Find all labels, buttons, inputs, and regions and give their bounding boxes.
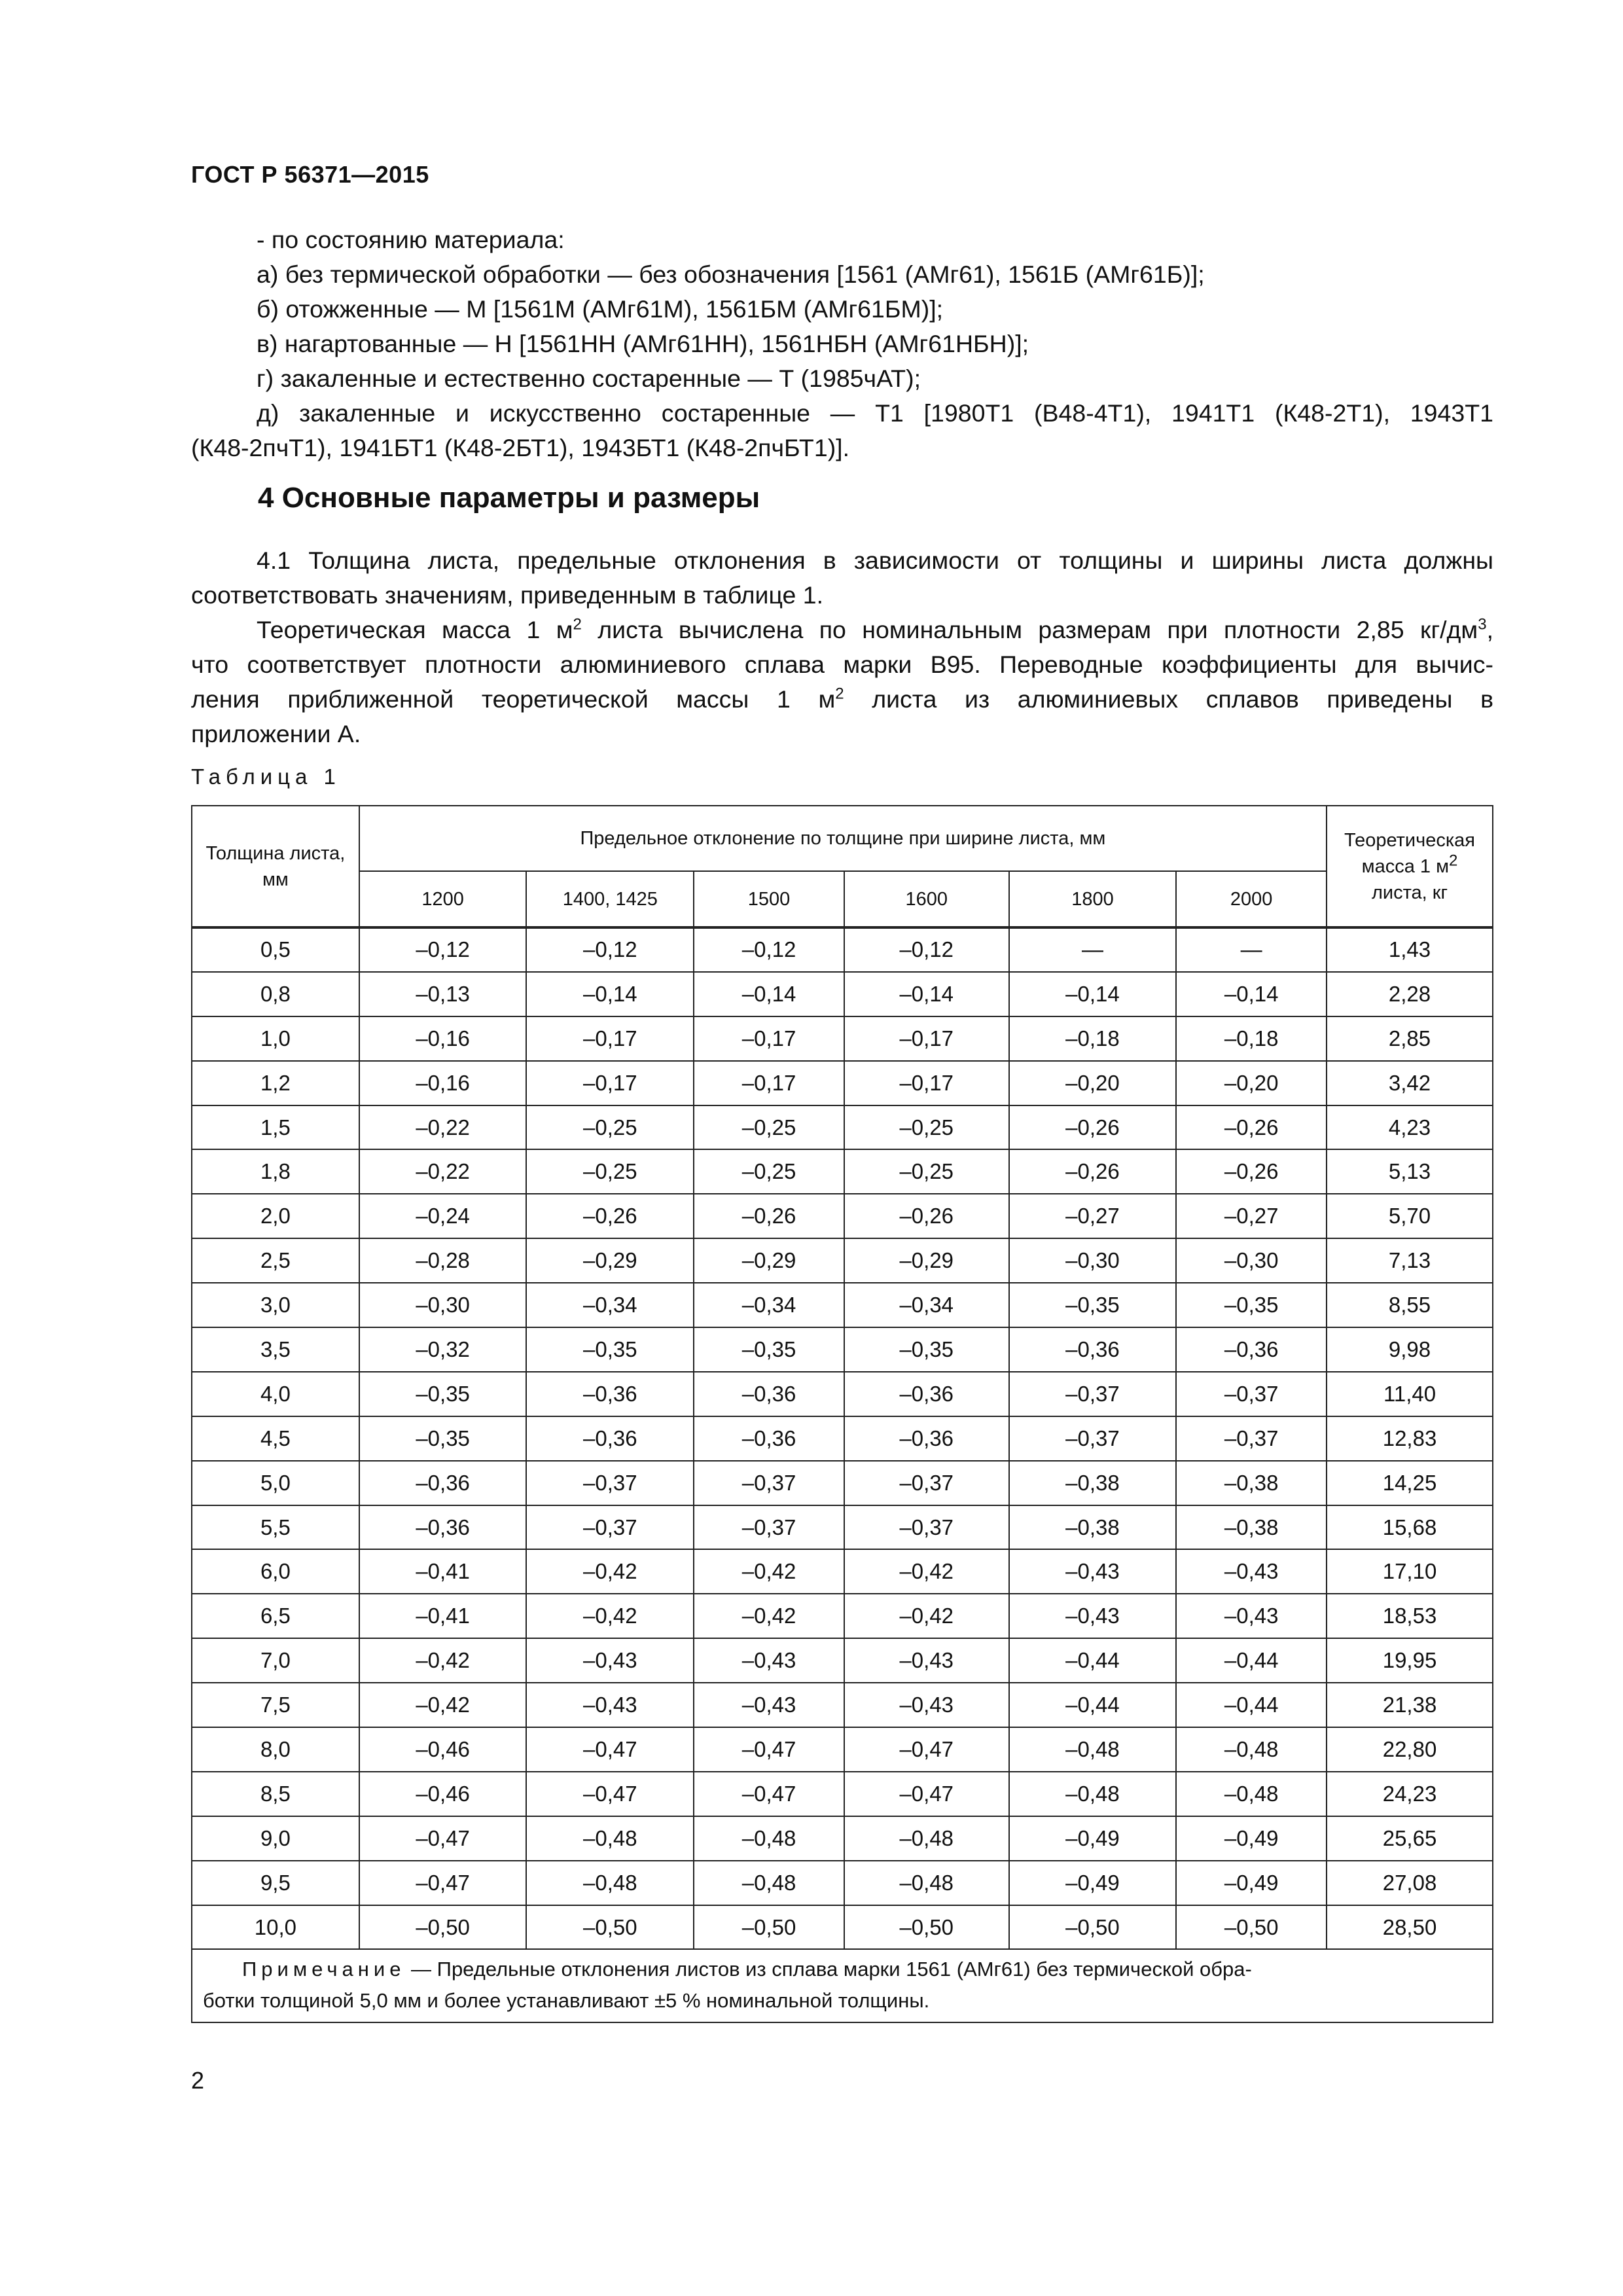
header-mass <box>1327 806 1493 927</box>
cell-deviation: –0,48 <box>1176 1727 1327 1772</box>
cell-deviation: –0,42 <box>359 1638 527 1683</box>
cell-deviation: –0,25 <box>844 1105 1009 1150</box>
cell-deviation: –0,35 <box>359 1372 527 1416</box>
cell-thickness: 1,2 <box>192 1061 359 1105</box>
list-item-e-cont: (К48-2пчТ1), 1941БТ1 (К48-2БТ1), 1943БТ1 (К48-2пчБТ1)]. <box>191 434 850 461</box>
table-row <box>192 1638 1493 1683</box>
cell-deviation: –0,42 <box>359 1683 527 1727</box>
cell-deviation: –0,38 <box>1176 1461 1327 1505</box>
header-width: 1600 <box>844 871 1009 927</box>
cell-deviation: –0,42 <box>694 1594 844 1638</box>
cell-deviation: –0,36 <box>359 1505 527 1550</box>
cell-deviation: –0,47 <box>359 1816 527 1861</box>
cell-deviation: –0,26 <box>1009 1105 1177 1150</box>
cell-mass: 25,65 <box>1327 1816 1493 1861</box>
table-row <box>192 1461 1493 1505</box>
cell-deviation: –0,46 <box>359 1727 527 1772</box>
cell-thickness: 7,0 <box>192 1638 359 1683</box>
table-row <box>192 1772 1493 1816</box>
cell-deviation: –0,37 <box>694 1505 844 1550</box>
list-item-a: а) без термической обработки — без обозначения [1561 (АМг61), 1561Б (АМг61Б)]; <box>257 260 1205 288</box>
table-row <box>192 1327 1493 1372</box>
cell-deviation: –0,44 <box>1176 1638 1327 1683</box>
cell-deviation: –0,48 <box>694 1861 844 1905</box>
cell-deviation: –0,50 <box>1176 1905 1327 1950</box>
cell-deviation: –0,36 <box>1009 1327 1177 1372</box>
table-caption: Таблица 1 <box>191 764 341 789</box>
cell-deviation: –0,24 <box>359 1194 527 1238</box>
cell-deviation: –0,34 <box>526 1283 694 1327</box>
cell-deviation: –0,17 <box>844 1061 1009 1105</box>
cell-deviation: –0,14 <box>1176 972 1327 1016</box>
cell-deviation: –0,48 <box>844 1861 1009 1905</box>
cell-deviation: –0,17 <box>694 1061 844 1105</box>
note-label: Примечание <box>242 1958 406 1981</box>
table-row <box>192 1727 1493 1772</box>
cell-deviation: –0,17 <box>694 1016 844 1061</box>
cell-deviation: –0,26 <box>526 1194 694 1238</box>
cell-deviation: –0,47 <box>526 1772 694 1816</box>
cell-thickness: 8,5 <box>192 1772 359 1816</box>
cell-mass: 28,50 <box>1327 1905 1493 1950</box>
list-item-b: б) отожженные — М [1561М (АМг61М), 1561БМ (АМг61БМ)]; <box>257 295 944 323</box>
table-row <box>192 1683 1493 1727</box>
cell-deviation: –0,38 <box>1009 1461 1177 1505</box>
cell-deviation: –0,36 <box>526 1416 694 1461</box>
cell-deviation: –0,43 <box>694 1683 844 1727</box>
cell-deviation: –0,43 <box>844 1638 1009 1683</box>
header-width: 1200 <box>359 871 527 927</box>
header-width: 2000 <box>1176 871 1327 927</box>
cell-deviation: –0,46 <box>359 1772 527 1816</box>
cell-deviation: –0,43 <box>526 1638 694 1683</box>
cell-deviation: –0,25 <box>694 1149 844 1194</box>
cell-mass: 5,70 <box>1327 1194 1493 1238</box>
paragraph-line <box>191 613 1493 647</box>
cell-deviation: –0,25 <box>526 1149 694 1194</box>
cell-deviation: –0,37 <box>844 1461 1009 1505</box>
cell-deviation: –0,47 <box>844 1772 1009 1816</box>
cell-thickness: 4,5 <box>192 1416 359 1461</box>
cell-deviation: –0,35 <box>694 1327 844 1372</box>
cell-deviation: –0,50 <box>694 1905 844 1950</box>
table-row <box>192 1816 1493 1861</box>
text-run: листа из алюминиевых сплавов приведены в <box>844 685 1493 713</box>
header-mass-unit: листа, кг <box>1371 882 1448 903</box>
cell-deviation: –0,43 <box>1009 1549 1177 1594</box>
cell-deviation: –0,42 <box>526 1549 694 1594</box>
list-item-c: в) нагартованные — Н [1561НН (АМг61НН), 1561НБН (АМг61НБН)]; <box>257 330 1029 357</box>
table-row <box>192 1283 1493 1327</box>
cell-deviation: –0,41 <box>359 1594 527 1638</box>
cell-thickness: 3,0 <box>192 1283 359 1327</box>
table-row <box>192 1061 1493 1105</box>
cell-thickness: 9,0 <box>192 1816 359 1861</box>
cell-deviation: –0,26 <box>1176 1105 1327 1150</box>
cell-deviation: –0,37 <box>526 1505 694 1550</box>
cell-deviation: –0,36 <box>359 1461 527 1505</box>
cell-mass: 2,28 <box>1327 972 1493 1016</box>
cell-deviation: –0,25 <box>526 1105 694 1150</box>
cell-thickness: 7,5 <box>192 1683 359 1727</box>
table-row <box>192 1416 1493 1461</box>
cell-deviation: –0,14 <box>844 972 1009 1016</box>
table-row <box>192 1016 1493 1061</box>
cell-mass: 4,23 <box>1327 1105 1493 1150</box>
cell-deviation: –0,36 <box>844 1416 1009 1461</box>
cell-deviation: –0,43 <box>1009 1594 1177 1638</box>
cell-deviation: –0,20 <box>1009 1061 1177 1105</box>
cell-deviation: –0,47 <box>694 1772 844 1816</box>
cell-deviation: –0,17 <box>526 1061 694 1105</box>
note-text: — Предельные отклонения листов из сплава марки 1561 (АМг61) без термической обра- <box>405 1958 1252 1981</box>
cell-thickness: 8,0 <box>192 1727 359 1772</box>
cell-deviation: –0,25 <box>844 1149 1009 1194</box>
cell-thickness: 9,5 <box>192 1861 359 1905</box>
cell-mass: 8,55 <box>1327 1283 1493 1327</box>
table-note <box>192 1949 1493 2022</box>
cell-deviation: –0,43 <box>1176 1594 1327 1638</box>
header-width: 1500 <box>694 871 844 927</box>
cell-thickness: 1,8 <box>192 1149 359 1194</box>
paragraph-4-1 <box>191 543 1493 613</box>
list-intro: - по состоянию материала: <box>257 226 565 253</box>
cell-deviation: –0,47 <box>694 1727 844 1772</box>
cell-mass: 19,95 <box>1327 1638 1493 1683</box>
cell-deviation: –0,27 <box>1009 1194 1177 1238</box>
cell-deviation: –0,28 <box>359 1238 527 1283</box>
cell-deviation: –0,49 <box>1009 1816 1177 1861</box>
cell-deviation: –0,43 <box>526 1683 694 1727</box>
cell-deviation: –0,17 <box>844 1016 1009 1061</box>
table-row <box>192 1238 1493 1283</box>
cell-deviation: –0,43 <box>844 1683 1009 1727</box>
cell-deviation: –0,37 <box>1176 1372 1327 1416</box>
cell-deviation: –0,35 <box>526 1327 694 1372</box>
section-heading: 4 Основные параметры и размеры <box>258 482 760 514</box>
cell-deviation: –0,26 <box>1176 1149 1327 1194</box>
cell-mass: 9,98 <box>1327 1327 1493 1372</box>
cell-deviation: –0,14 <box>526 972 694 1016</box>
header-width: 1800 <box>1009 871 1177 927</box>
table-row <box>192 1861 1493 1905</box>
cell-mass: 17,10 <box>1327 1549 1493 1594</box>
cell-deviation: –0,48 <box>1009 1727 1177 1772</box>
cell-deviation: –0,35 <box>844 1327 1009 1372</box>
cell-deviation: –0,32 <box>359 1327 527 1372</box>
cell-thickness: 5,0 <box>192 1461 359 1505</box>
table-row <box>192 1194 1493 1238</box>
cell-deviation: –0,35 <box>1176 1283 1327 1327</box>
text-run: ления приближенной теоретической массы 1 м <box>191 685 836 713</box>
cell-deviation: –0,37 <box>844 1505 1009 1550</box>
cell-deviation: –0,48 <box>526 1861 694 1905</box>
paragraph-theoretical-mass <box>191 613 1493 751</box>
text-run: листа вычислена по номинальным размерам при плотности 2,85 кг/дм <box>581 616 1478 643</box>
paragraph-line: соответствовать значениям, приведенным в таблице 1. <box>191 581 824 609</box>
cell-deviation: –0,37 <box>1176 1416 1327 1461</box>
cell-deviation: –0,29 <box>844 1238 1009 1283</box>
cell-thickness: 6,0 <box>192 1549 359 1594</box>
cell-deviation: –0,48 <box>1009 1772 1177 1816</box>
cell-deviation: –0,16 <box>359 1016 527 1061</box>
paragraph-line: 4.1 Толщина листа, предельные отклонения в зависимости от толщины и ширины листа должны <box>257 547 1493 574</box>
cell-deviation: –0,36 <box>694 1372 844 1416</box>
header-thickness: Толщина листа, мм <box>192 806 359 927</box>
material-condition-list <box>191 223 1493 465</box>
cell-deviation: –0,41 <box>359 1549 527 1594</box>
cell-deviation: –0,36 <box>694 1416 844 1461</box>
cell-deviation: –0,42 <box>844 1549 1009 1594</box>
cell-thickness: 2,5 <box>192 1238 359 1283</box>
cell-thickness: 4,0 <box>192 1372 359 1416</box>
cell-deviation: –0,37 <box>526 1461 694 1505</box>
cell-deviation: –0,48 <box>526 1816 694 1861</box>
cell-deviation: –0,20 <box>1176 1061 1327 1105</box>
cell-mass: 3,42 <box>1327 1061 1493 1105</box>
cell-deviation: –0,29 <box>526 1238 694 1283</box>
cell-deviation: –0,44 <box>1009 1638 1177 1683</box>
paragraph-line: что соответствует плотности алюминиевого сплава марки В95. Переводные коэффициенты для вычис- <box>191 651 1493 678</box>
cell-thickness: 2,0 <box>192 1194 359 1238</box>
cell-mass: 18,53 <box>1327 1594 1493 1638</box>
cell-mass: 5,13 <box>1327 1149 1493 1194</box>
cell-deviation: –0,37 <box>1009 1372 1177 1416</box>
cell-deviation: –0,48 <box>694 1816 844 1861</box>
cell-deviation: –0,34 <box>844 1283 1009 1327</box>
superscript: 3 <box>1478 615 1487 634</box>
cell-deviation: –0,12 <box>844 927 1009 972</box>
cell-deviation: –0,37 <box>1009 1416 1177 1461</box>
cell-deviation: –0,49 <box>1176 1861 1327 1905</box>
table-row <box>192 1505 1493 1550</box>
cell-thickness: 6,5 <box>192 1594 359 1638</box>
cell-mass: 21,38 <box>1327 1683 1493 1727</box>
header-width: 1400, 1425 <box>526 871 694 927</box>
cell-deviation: –0,49 <box>1009 1861 1177 1905</box>
document-code-header: ГОСТ Р 56371—2015 <box>191 161 429 188</box>
superscript: 2 <box>835 685 844 703</box>
cell-thickness: 0,8 <box>192 972 359 1016</box>
cell-deviation: –0,48 <box>1176 1772 1327 1816</box>
cell-deviation: –0,35 <box>1009 1283 1177 1327</box>
cell-deviation: –0,25 <box>694 1105 844 1150</box>
cell-deviation: –0,26 <box>844 1194 1009 1238</box>
paragraph-line <box>191 682 1493 717</box>
text-run: Теоретическая масса 1 м <box>257 616 573 643</box>
cell-deviation: –0,38 <box>1009 1505 1177 1550</box>
cell-mass: 24,23 <box>1327 1772 1493 1816</box>
cell-deviation: –0,47 <box>526 1727 694 1772</box>
list-item-e: д) закаленные и искусственно состаренные — Т1 [1980Т1 (В48-4Т1), 1941Т1 (К48-2Т1), 1943Т1 <box>257 399 1493 427</box>
cell-deviation: –0,44 <box>1176 1683 1327 1727</box>
cell-mass: 22,80 <box>1327 1727 1493 1772</box>
cell-deviation: –0,42 <box>694 1549 844 1594</box>
cell-thickness: 10,0 <box>192 1905 359 1950</box>
cell-deviation: –0,22 <box>359 1149 527 1194</box>
cell-deviation: –0,43 <box>1176 1549 1327 1594</box>
cell-deviation: –0,18 <box>1176 1016 1327 1061</box>
deviation-table <box>191 805 1493 2023</box>
cell-thickness: 5,5 <box>192 1505 359 1550</box>
header-deviation-group: Предельное отклонение по толщине при ширине листа, мм <box>359 806 1327 871</box>
list-item-d: г) закаленные и естественно состаренные — Т (1985чАТ); <box>257 365 921 392</box>
text-run: , <box>1486 616 1493 643</box>
cell-deviation: –0,42 <box>526 1594 694 1638</box>
cell-deviation: –0,50 <box>844 1905 1009 1950</box>
cell-deviation: –0,12 <box>526 927 694 972</box>
cell-mass: 27,08 <box>1327 1861 1493 1905</box>
cell-deviation: — <box>1176 927 1327 972</box>
cell-deviation: –0,30 <box>1176 1238 1327 1283</box>
cell-deviation: –0,12 <box>359 927 527 972</box>
cell-deviation: –0,22 <box>359 1105 527 1150</box>
cell-deviation: –0,36 <box>1176 1327 1327 1372</box>
cell-mass: 15,68 <box>1327 1505 1493 1550</box>
table-row <box>192 1105 1493 1150</box>
cell-deviation: –0,17 <box>526 1016 694 1061</box>
cell-deviation: –0,44 <box>1009 1683 1177 1727</box>
note-line <box>203 1954 1482 1985</box>
superscript: 2 <box>1449 851 1458 869</box>
cell-deviation: –0,16 <box>359 1061 527 1105</box>
cell-deviation: –0,27 <box>1176 1194 1327 1238</box>
cell-thickness: 3,5 <box>192 1327 359 1372</box>
cell-mass: 12,83 <box>1327 1416 1493 1461</box>
cell-deviation: –0,12 <box>694 927 844 972</box>
cell-mass: 1,43 <box>1327 927 1493 972</box>
table-row <box>192 1372 1493 1416</box>
cell-deviation: –0,36 <box>844 1372 1009 1416</box>
cell-deviation: –0,50 <box>1009 1905 1177 1950</box>
cell-deviation: –0,49 <box>1176 1816 1327 1861</box>
page-number: 2 <box>191 2067 205 2094</box>
header-mass-text: Теоретическая масса 1 м <box>1344 829 1476 877</box>
table-row <box>192 1905 1493 1950</box>
cell-deviation: — <box>1009 927 1177 972</box>
cell-deviation: –0,30 <box>359 1283 527 1327</box>
cell-thickness: 0,5 <box>192 927 359 972</box>
cell-deviation: –0,29 <box>694 1238 844 1283</box>
cell-deviation: –0,37 <box>694 1461 844 1505</box>
table-row <box>192 1594 1493 1638</box>
cell-mass: 11,40 <box>1327 1372 1493 1416</box>
table-body <box>192 927 1493 1949</box>
cell-mass: 7,13 <box>1327 1238 1493 1283</box>
cell-thickness: 1,5 <box>192 1105 359 1150</box>
cell-deviation: –0,26 <box>1009 1149 1177 1194</box>
cell-deviation: –0,48 <box>844 1816 1009 1861</box>
cell-deviation: –0,30 <box>1009 1238 1177 1283</box>
cell-deviation: –0,34 <box>694 1283 844 1327</box>
note-line: ботки толщиной 5,0 мм и более устанавливают ±5 % номинальной толщины. <box>203 1989 930 2013</box>
superscript: 2 <box>573 615 582 634</box>
table-row <box>192 927 1493 972</box>
cell-deviation: –0,50 <box>359 1905 527 1950</box>
cell-mass: 14,25 <box>1327 1461 1493 1505</box>
cell-deviation: –0,42 <box>844 1594 1009 1638</box>
cell-deviation: –0,43 <box>694 1638 844 1683</box>
cell-deviation: –0,14 <box>694 972 844 1016</box>
cell-deviation: –0,36 <box>526 1372 694 1416</box>
cell-deviation: –0,13 <box>359 972 527 1016</box>
table-row <box>192 972 1493 1016</box>
cell-deviation: –0,14 <box>1009 972 1177 1016</box>
cell-deviation: –0,50 <box>526 1905 694 1950</box>
cell-thickness: 1,0 <box>192 1016 359 1061</box>
cell-deviation: –0,35 <box>359 1416 527 1461</box>
table-row <box>192 1149 1493 1194</box>
cell-deviation: –0,18 <box>1009 1016 1177 1061</box>
cell-mass: 2,85 <box>1327 1016 1493 1061</box>
cell-deviation: –0,47 <box>359 1861 527 1905</box>
cell-deviation: –0,26 <box>694 1194 844 1238</box>
cell-deviation: –0,38 <box>1176 1505 1327 1550</box>
paragraph-line: приложении А. <box>191 720 361 747</box>
table-row <box>192 1549 1493 1594</box>
cell-deviation: –0,47 <box>844 1727 1009 1772</box>
